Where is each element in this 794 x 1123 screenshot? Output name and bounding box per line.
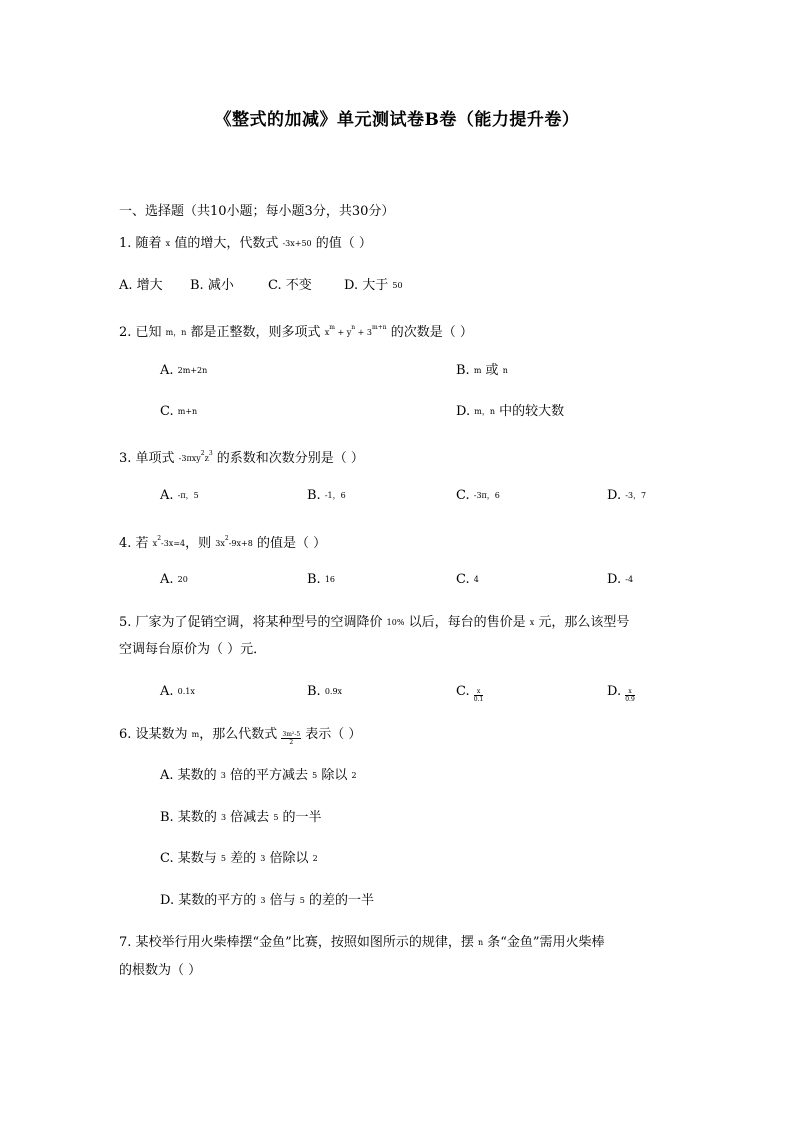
- q3-option-d: [607, 488, 646, 504]
- q7-text: 7. 某校举行用火柴棒摆“金鱼”比赛，按照如图所示的规律，摆: [119, 935, 478, 950]
- q2-option-b-value: n: [502, 366, 508, 375]
- q2-option-b-or: 或: [481, 363, 503, 378]
- fraction-denominator: 0.9: [625, 696, 635, 703]
- q6-option-num: 3: [260, 896, 266, 905]
- q5-var: x: [529, 618, 535, 627]
- q6-option-num: 2: [351, 771, 357, 780]
- q6-option-num: 5: [312, 771, 318, 780]
- question-4: [119, 531, 326, 552]
- q3-option-c-label: C.: [456, 488, 474, 503]
- q2-exp: n: [351, 324, 356, 331]
- q3-exp: 2: [200, 450, 205, 457]
- section-heading: 一、选择题（共10小题；每小题3分，共30分）: [119, 204, 395, 219]
- q5-text: 元，那么该型号: [534, 615, 630, 630]
- q4-option-c: [456, 572, 479, 588]
- page-title: 《整式的加减》单元测试卷B卷（能力提升卷）: [214, 110, 580, 130]
- q2-option-d-label: D.: [456, 404, 475, 419]
- q2-text: 都是正整数，则多项式: [186, 325, 325, 340]
- q5-option-c: [456, 684, 483, 703]
- q1-var: x: [165, 239, 171, 248]
- q3-text: 的系数和次数分别是（ ）: [212, 451, 364, 466]
- q3-exp: 3: [208, 450, 213, 457]
- q4-text: 4. 若: [119, 536, 153, 551]
- q2-option-c-value: m+n: [177, 407, 198, 416]
- q3-text: 3. 单项式: [119, 451, 179, 466]
- q1-option-b: B. 减小: [190, 278, 234, 293]
- question-7-line-1: [119, 935, 605, 951]
- q2-plus: +: [334, 328, 347, 337]
- q4-option-b-value: 16: [324, 575, 336, 584]
- q4-exp: 2: [224, 535, 229, 542]
- q6-option-text: C. 某数与: [160, 851, 221, 866]
- q2-option-a: [160, 363, 207, 379]
- q2-exp: m: [329, 324, 335, 331]
- q1-option-d: [344, 278, 403, 294]
- q5-option-d: [607, 684, 635, 703]
- q4-option-d: [607, 572, 633, 588]
- q5-option-a-label: A.: [160, 684, 178, 699]
- q4-option-d-value: -4: [625, 575, 634, 584]
- q6-option-text: A. 某数的: [160, 768, 221, 783]
- q3-option-a-value: -π，5: [177, 491, 199, 500]
- q5-option-a: [160, 684, 195, 700]
- q6-option-d: [160, 893, 374, 909]
- q2-exp: m+n: [372, 324, 387, 331]
- q6-option-b: [160, 810, 322, 826]
- q2-option-d-tail: 中的较大数: [494, 404, 565, 419]
- q2-option-d: [456, 404, 564, 420]
- fraction-denominator: 0.1: [473, 696, 484, 703]
- q6-option-num: 3: [220, 813, 227, 822]
- q2-option-b-value: m: [473, 366, 482, 375]
- q1-option-d-label: D. 大于: [344, 278, 393, 293]
- q2-option-b: [456, 363, 508, 379]
- q4-option-c-value: 4: [473, 575, 479, 584]
- q6-option-c: [160, 851, 318, 867]
- q4-expression: [215, 535, 253, 548]
- q6-option-text: 倍减去: [226, 810, 274, 825]
- q3-option-b-value: -1，6: [324, 491, 346, 500]
- q1-text: 值的增大，代数式: [170, 236, 283, 251]
- fraction-denominator: 2: [289, 739, 294, 746]
- q5-option-b: [307, 684, 342, 700]
- q1-option-a: A. 增大: [119, 278, 163, 293]
- q6-option-text: B. 某数的: [160, 810, 221, 825]
- q2-term: y: [346, 328, 352, 337]
- q6-option-num: 5: [299, 896, 305, 905]
- q4-option-b-label: B.: [307, 572, 325, 587]
- q3-option-c: [456, 488, 500, 504]
- q2-text: 2. 已知: [119, 325, 166, 340]
- q6-option-num: 5: [273, 813, 279, 822]
- question-5-line-2: 空调每台原价为（ ）元．: [119, 642, 267, 657]
- q7-var: n: [477, 938, 484, 947]
- q3-term: z: [204, 454, 209, 463]
- q5-option-a-value: 0.1x: [177, 687, 195, 696]
- q1-option-c: C. 不变: [268, 278, 312, 293]
- q5-text: 5. 厂家为了促销空调，将某种型号的空调降价: [119, 615, 387, 630]
- q6-option-text: 倍除以: [265, 851, 313, 866]
- q4-option-c-label: C.: [456, 572, 474, 587]
- q2-text: 的次数是（ ）: [386, 325, 473, 340]
- fraction-numerator: 3m²-5: [282, 731, 301, 738]
- q6-option-num: 3: [260, 854, 266, 863]
- q2-option-a-label: A.: [160, 363, 178, 378]
- q2-option-b-label: B.: [456, 363, 474, 378]
- question-5-line-1: [119, 615, 629, 631]
- q5-text: 以后，每台的售价是: [404, 615, 530, 630]
- question-1: [119, 236, 372, 252]
- q5-option-d-fraction: [625, 688, 635, 703]
- q5-option-b-label: B.: [307, 684, 325, 699]
- q4-text: 的值是（ ）: [252, 536, 327, 551]
- q6-option-text: 的一半: [278, 810, 322, 825]
- q2-option-d-value: m，n: [474, 407, 495, 416]
- q6-fraction: [281, 731, 301, 746]
- q2-polynomial: [324, 324, 387, 337]
- q4-option-a-value: 20: [177, 575, 188, 584]
- q2-plus: +: [355, 328, 367, 337]
- q6-option-text: D. 某数的平方的: [160, 893, 261, 908]
- fraction-numerator: x: [625, 688, 635, 696]
- q6-text: 表示（ ）: [301, 727, 362, 742]
- q6-option-text: 倍的平方减去: [225, 768, 313, 783]
- q2-term: 3: [366, 328, 372, 337]
- q6-option-text: 倍与: [265, 893, 300, 908]
- q5-option-c-fraction: [474, 688, 484, 703]
- q4-term: -3x=4: [161, 539, 186, 548]
- q6-option-a: [160, 768, 357, 784]
- q1-text: 1. 随着: [119, 236, 166, 251]
- q6-option-text: 的差的一半: [304, 893, 374, 908]
- q6-option-num: 3: [220, 771, 226, 780]
- q3-option-a: [160, 488, 199, 504]
- q6-option-num: 5: [220, 854, 226, 863]
- q2-vars: m，n: [165, 328, 187, 337]
- q3-monomial: [178, 450, 213, 463]
- q5-option-d-label: D.: [607, 684, 626, 699]
- question-6: [119, 727, 361, 746]
- q3-option-d-label: D.: [607, 488, 626, 503]
- q2-option-a-value: 2m+2n: [177, 366, 208, 375]
- q5-option-b-value: 0.9x: [324, 687, 343, 696]
- question-7-line-2: 的根数为（ ）: [119, 963, 202, 978]
- q2-option-c-label: C.: [160, 404, 178, 419]
- question-2: [119, 320, 473, 341]
- q4-option-a-label: A.: [160, 572, 178, 587]
- q1-expr: -3x+50: [282, 239, 312, 248]
- q7-text: 条“金鱼”需用火柴棒: [483, 935, 605, 950]
- q4-exp: 2: [157, 535, 162, 542]
- q4-term: -9x+8: [228, 539, 253, 548]
- q3-option-b-label: B.: [307, 488, 325, 503]
- q2-term: x: [324, 328, 330, 337]
- q6-var: m: [191, 730, 200, 739]
- question-3: [119, 446, 364, 467]
- q3-option-b: [307, 488, 346, 504]
- q5-percent: 10%: [386, 618, 405, 627]
- q6-option-num: 2: [312, 854, 318, 863]
- q6-option-text: 除以: [317, 768, 352, 783]
- q1-option-d-value: 50: [392, 281, 403, 290]
- q3-term: -3πxy: [178, 454, 201, 463]
- q5-option-c-label: C.: [456, 684, 474, 699]
- q6-option-text: 差的: [225, 851, 261, 866]
- q2-option-c: [160, 404, 197, 420]
- q3-option-d-value: -3，7: [625, 491, 647, 500]
- q4-term: 3x: [215, 539, 225, 548]
- q4-option-d-label: D.: [607, 572, 626, 587]
- q4-term: x: [152, 539, 158, 548]
- q4-option-a: [160, 572, 188, 588]
- q4-text: ，则: [185, 536, 216, 551]
- q1-text: 的值（ ）: [311, 236, 372, 251]
- q3-option-c-value: -3π，6: [473, 491, 500, 500]
- q6-text: ，那么代数式: [199, 727, 282, 742]
- q4-option-b: [307, 572, 335, 588]
- q4-equation: [152, 535, 186, 548]
- q3-option-a-label: A.: [160, 488, 178, 503]
- fraction-numerator: x: [474, 688, 484, 696]
- q6-text: 6. 设某数为: [119, 727, 192, 742]
